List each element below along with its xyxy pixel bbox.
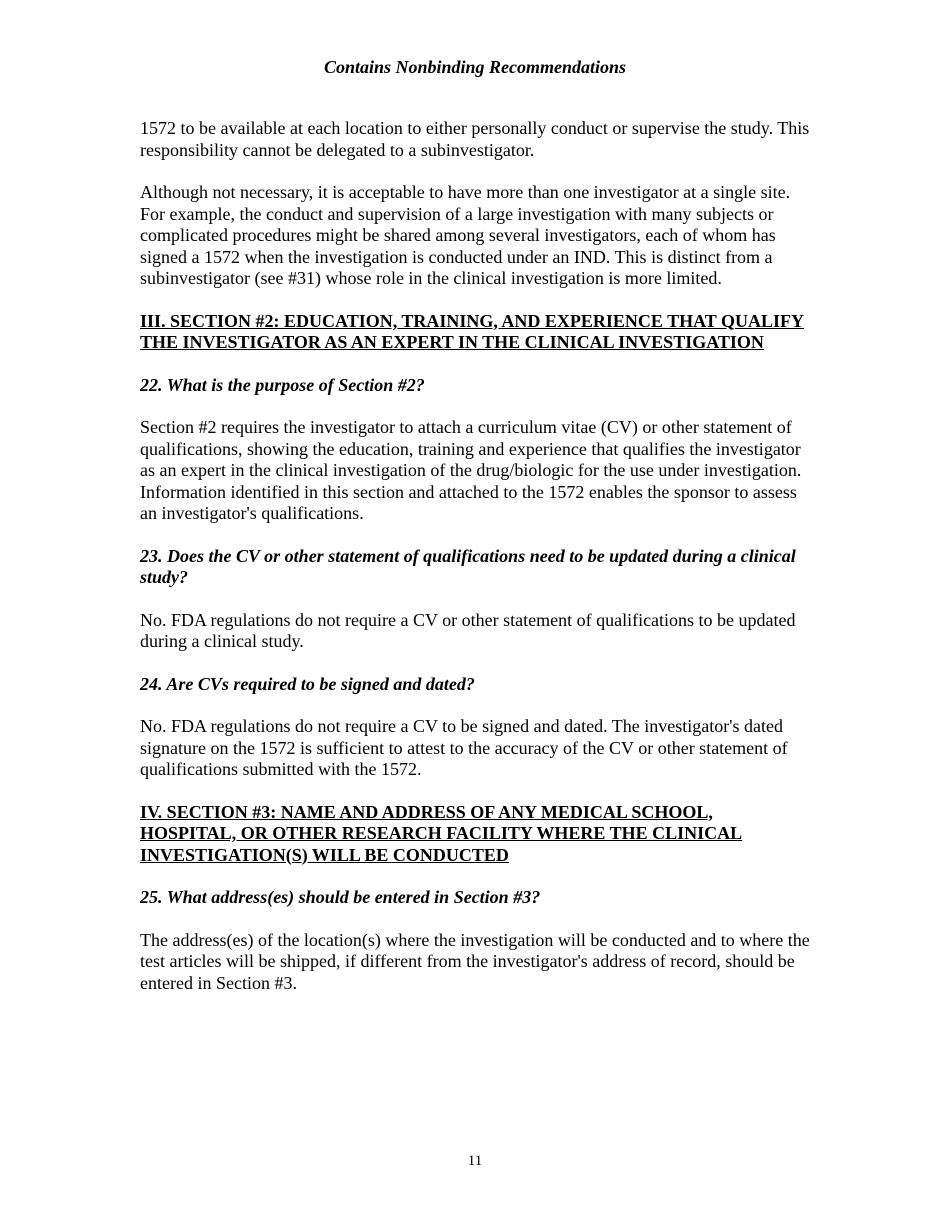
- section-heading-iv: IV. SECTION #3: NAME AND ADDRESS OF ANY MEDICAL SCHOOL, HOSPITAL, OR OTHER RESEARCH FACILITY WHERE THE CLINICAL INVESTIGATION(S) WILL BE CONDUCTED: [140, 801, 743, 865]
- question-23: 23. Does the CV or other statement of qualifications need to be updated during a clinical study?: [140, 545, 796, 587]
- paragraph-continuation: 1572 to be available at each location to either personally conduct or supervise the study. This responsibility cannot be delegated to a subinvestigator.: [140, 118, 810, 160]
- page-header: Contains Nonbinding Recommendations: [323, 57, 627, 77]
- answer-24: No. FDA regulations do not require a CV to be signed and dated. The investigator's dated signature on the 1572 is sufficient to attest to the accuracy of the CV or other statement of qualifications submitted with the 1572.: [140, 716, 788, 779]
- answer-23: No. FDA regulations do not require a CV or other statement of qualifications to be updated during a clinical study.: [140, 609, 796, 651]
- page-number: 11: [467, 1153, 483, 1169]
- section-heading-iii: III. SECTION #2: EDUCATION, TRAINING, AND EXPERIENCE THAT QUALIFY THE INVESTIGATOR AS AN EXPERT IN THE CLINICAL INVESTIGATION: [140, 310, 804, 352]
- answer-25: The address(es) of the location(s) where the investigation will be conducted and to where the test articles will be shipped, if different from the investigator's address of record, should be entered in Section #3.: [140, 929, 810, 993]
- question-22: 22. What is the purpose of Section #2?: [140, 374, 425, 395]
- document-body: [140, 118, 810, 1015]
- question-25: 25. What address(es) should be entered in Section #3?: [140, 887, 541, 907]
- question-24: 24. Are CVs required to be signed and dated?: [140, 673, 475, 694]
- answer-22: Section #2 requires the investigator to attach a curriculum vitae (CV) or other statement of qualifications, showing the education, training and experience that qualifies the investigator as an expert in the clinical investigation of the drug/biologic for the use under investigation. Information identified in this section and attached to the 1572 enables the sponsor to assess an investigator's qualifications.: [140, 417, 802, 523]
- paragraph-multiple-investigators: Although not necessary, it is acceptable to have more than one investigator at a single site. For example, the conduct and supervision of a large investigation with many subjects or complicated procedures might be shared among several investigators, each of whom has signed a 1572 when the investigation is conducted under an IND. This is distinct from a subinvestigator (see #31) whose role in the clinical investigation is more limited.: [140, 182, 791, 288]
